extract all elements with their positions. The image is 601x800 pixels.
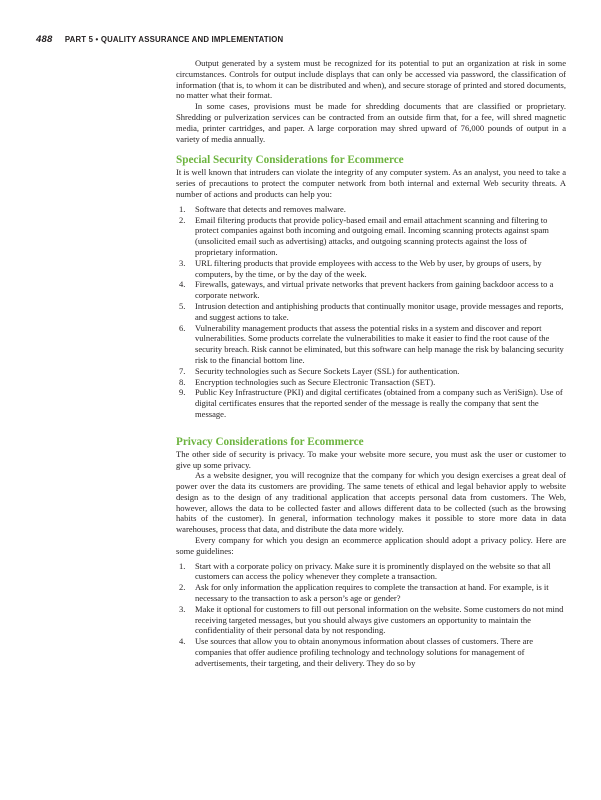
list-number: 4.	[179, 636, 186, 647]
part-label: PART 5 • QUALITY ASSURANCE AND IMPLEMENTATION	[64, 35, 284, 44]
list-number: 3.	[179, 257, 186, 268]
list-item	[176, 636, 566, 668]
list-item	[176, 323, 566, 366]
list-number: 7.	[179, 365, 186, 376]
privacy-paragraph: The other side of security is privacy. To make your website more secure, you must ask the user or customer to give up some privacy.	[176, 448, 566, 470]
list-item	[176, 604, 566, 636]
list-item	[176, 204, 566, 215]
section-heading-privacy: Privacy Considerations for Ecommerce	[176, 435, 364, 448]
list-item-text: Start with a corporate policy on privacy. Make sure it is prominently displayed on the website so that all customers can access the policy whenever they complete a transaction.	[195, 560, 551, 582]
page-number: 488	[36, 34, 53, 45]
list-item-text: Email filtering products that provide policy-based email and email attachment scanning and filtering to protect companies against both incoming and outgoing email. Incoming scanning protects against spam (unsolicited email such as advertising) attacks, and outgoing scanning protects against the loss of proprietary information.	[195, 214, 549, 257]
list-item	[176, 301, 566, 323]
privacy-list	[176, 561, 566, 669]
list-item-text: Vulnerability management products that assess the potential risks in a system and discover and report vulnerabilities. Some products correlate the vulnerabilities to make it easier to find the root cause of the security breach. Risk cannot be eliminated, but this software can help manage the risk by balancing security risk to the financial bottom line.	[195, 322, 564, 365]
privacy-paragraph: As a website designer, you will recognize that the company for which you design exercises a great deal of power over the data its customers are providing. The same tenets of ethical and legal behavior apply to website design as to the design of any traditional application that accepts personal data from customers. The Web, however, allows the data to be collected faster and allows different data to be collected (such as the browsing habits of the customer). In general, information technology makes it possible to store more data in data warehouses, process that data, and distribute the data more widely.	[176, 470, 566, 535]
list-number: 5.	[179, 300, 186, 311]
list-number: 1.	[179, 560, 186, 571]
intro-paragraph: Output generated by a system must be recognized for its potential to put an organization at risk in some circumstances. Controls for output include displays that can only be accessed via password, the classification of information (that is, to whom it can be distributed and when), and secure storage of printed and stored documents, no matter what their format.	[176, 58, 566, 101]
list-item	[176, 366, 566, 377]
list-number: 1.	[179, 203, 186, 214]
list-item-text: Intrusion detection and antiphishing products that continually monitor usage, provide messages and reports, and suggest actions to take.	[195, 300, 564, 322]
running-header	[36, 34, 283, 45]
list-item	[176, 258, 566, 280]
list-number: 3.	[179, 603, 186, 614]
list-item	[176, 215, 566, 258]
list-number: 2.	[179, 582, 186, 593]
list-item-text: Make it optional for customers to fill out personal information on the website. Some customers do not mind receiving targeted messages, but you should always give customers an opportunity to maintain the confidentiality of their personal data by not responding.	[195, 603, 564, 636]
list-item	[176, 582, 566, 604]
list-item	[176, 377, 566, 388]
list-number: 4.	[179, 279, 186, 290]
list-item-text: URL filtering products that provide employees with access to the Web by user, by groups of users, by computers, by the time, or by the day of the week.	[195, 257, 542, 279]
security-list	[176, 204, 566, 420]
list-item	[176, 279, 566, 301]
list-item-text: Public Key Infrastructure (PKI) and digital certificates (obtained from a company such as VeriSign). Use of digital certificates ensures that the reported sender of the message is really the company that sent the message.	[195, 387, 563, 419]
list-item-text: Use sources that allow you to obtain anonymous information about classes of customers. There are companies that offer audience profiling technology and technology solutions for management of advertisements, their targeting, and their delivery. They do so by	[195, 636, 534, 668]
list-number: 9.	[179, 387, 186, 398]
list-item-text: Software that detects and removes malware.	[195, 203, 346, 214]
section-heading-security: Special Security Considerations for Ecommerce	[176, 154, 404, 167]
list-item	[176, 561, 566, 583]
list-item-text: Ask for only information the application requires to complete the transaction at hand. For example, is it necessary to the transaction to ask a person’s age or gender?	[195, 582, 549, 604]
list-number: 8.	[179, 376, 186, 387]
list-number: 6.	[179, 322, 186, 333]
list-item-text: Security technologies such as Secure Sockets Layer (SSL) for authentication.	[195, 365, 460, 376]
list-item	[176, 387, 566, 419]
list-item-text: Encryption technologies such as Secure Electronic Transaction (SET).	[195, 376, 436, 387]
list-number: 2.	[179, 214, 186, 225]
intro-paragraph: In some cases, provisions must be made for shredding documents that are classified or proprietary. Shredding or pulverization services can be contracted from an outside firm that, for a fee, will shred magnetic media, printer cartridges, and paper. A large corporation may shred upward of 76,000 pounds of output in a variety of media annually.	[176, 101, 566, 144]
security-lead-paragraph: It is well known that intruders can violate the integrity of any computer system. As an analyst, you need to take a series of precautions to protect the computer network from both internal and external Web security threats. A number of actions and products can help you:	[176, 167, 566, 199]
page-body	[176, 58, 566, 669]
privacy-paragraph: Every company for which you design an ecommerce application should adopt a privacy policy. Here are some guidelines:	[176, 535, 566, 556]
list-item-text: Firewalls, gateways, and virtual private networks that prevent hackers from gaining backdoor access to a corporate network.	[195, 279, 554, 301]
